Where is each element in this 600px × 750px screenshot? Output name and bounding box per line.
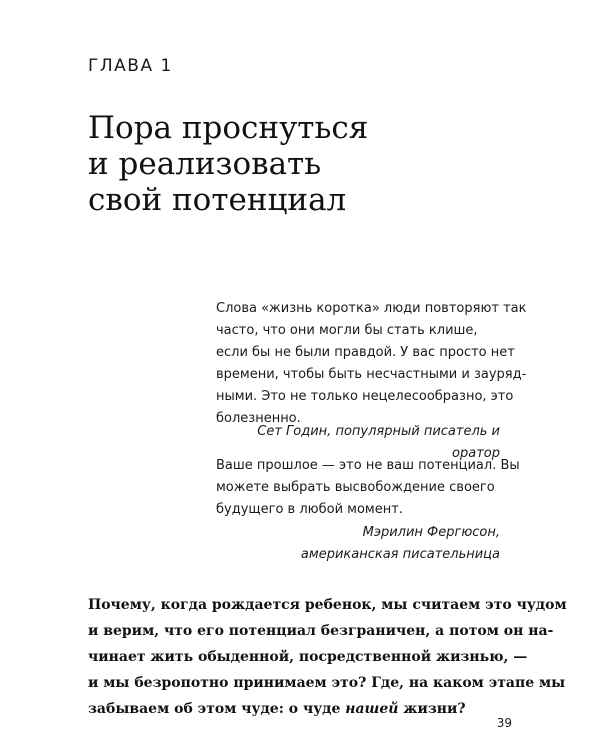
epigraph-attribution-ferguson [216,522,500,566]
epigraph-line: времени, чтобы быть несчастными и зауряд- [216,367,527,382]
emphasized-word: нашей [345,701,399,717]
body-paragraph [88,592,567,722]
page-number: 39 [496,716,512,730]
attribution-line: Мэрилин Фергюсон, [362,525,500,540]
chapter-label: ГЛАВА 1 [88,56,173,76]
body-line: Почему, когда рождается ребенок, мы считаем это чудом [88,597,567,613]
attribution-line: Сет Годин, популярный писатель и оратор [257,424,500,461]
epigraph-line: Слова «жизнь коротка» люди повторяют так [216,301,527,316]
body-text-span: жизни? [398,701,466,717]
epigraph-quote-godin [216,298,527,430]
chapter-title-line: Пора проснуться [88,110,369,146]
epigraph-quote-ferguson [216,455,520,521]
chapter-title [88,110,508,218]
epigraph-line: Ваше прошлое — это не ваш потенциал. Вы [216,458,520,473]
epigraph-line: если бы не были правдой. У вас просто нет [216,345,515,360]
epigraph-line: ными. Это не только нецелесообразно, это [216,389,514,404]
body-line: и верим, что его потенциал безграничен, а потом он на- [88,623,554,639]
attribution-line: американская писательница [300,547,500,562]
body-text-span: забываем об этом чуде: о чуде [88,701,346,717]
body-line [88,696,508,722]
chapter-title-line: и реализовать [88,146,322,182]
body-line: и мы безропотно принимаем это? Где, на каком этапе мы [88,675,566,691]
chapter-title-line: свой потенциал [88,182,347,218]
body-line: чинает жить обыденной, посредственной жизнью, — [88,649,528,665]
epigraph-line: часто, что они могли бы стать клише, [216,323,478,338]
epigraph-line: болезненно. [216,411,301,426]
epigraph-line: будущего в любой момент. [216,502,403,517]
epigraph-line: можете выбрать высвобождение своего [216,480,495,495]
